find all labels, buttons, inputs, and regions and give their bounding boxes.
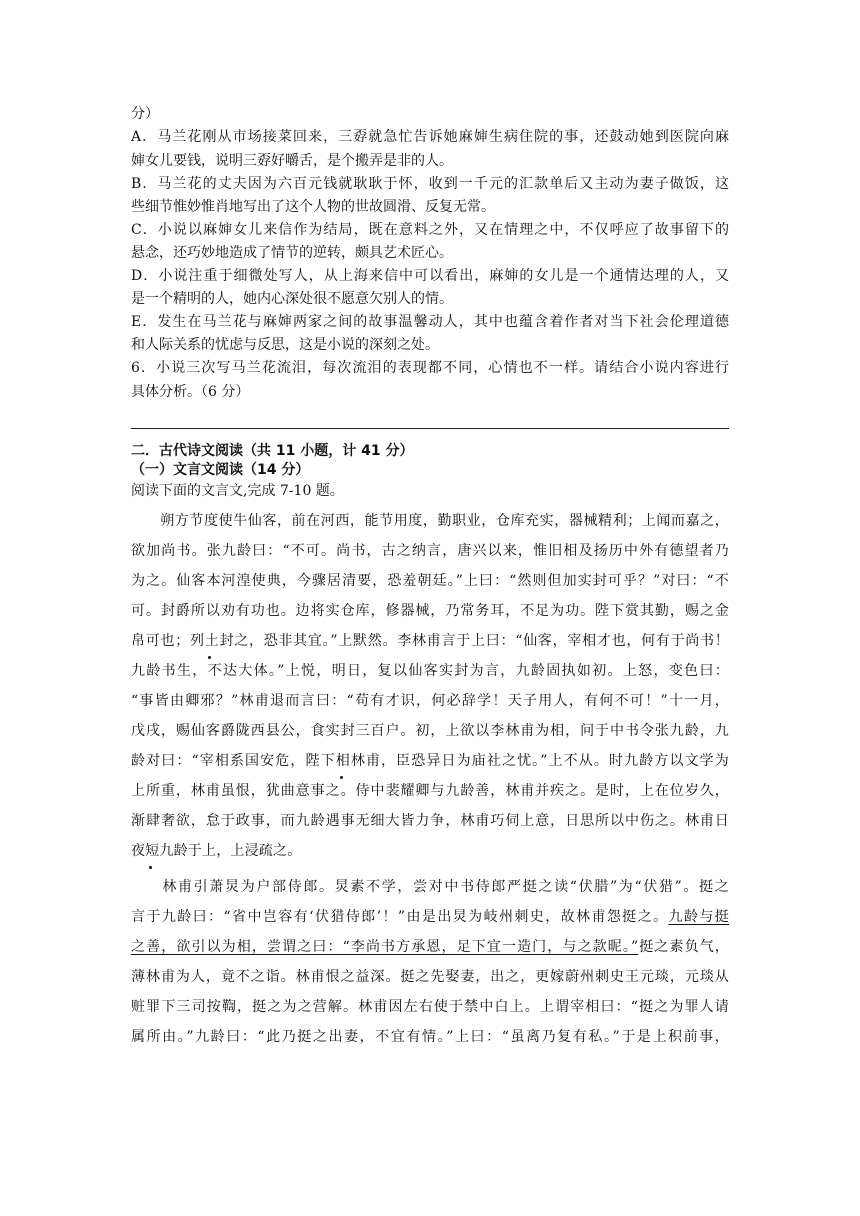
passage-p1-line6: 九龄书生，不达大体。”上悦，明日，复以仙客实封为言，九龄固执如初。上怒，变色曰： [131, 663, 729, 679]
passage-p1-line9: 龄对曰：“宰相系国安危，陛下相林甫，臣恐异日为庙社之忧。”上不从。时九龄方以文学为 [131, 753, 729, 769]
passage-p2-line2-text: 言于九龄曰：“省中岂容有‘伏猎侍郎’！”由是出炅为岐州刺史，故林甫怨挺之。 [131, 909, 669, 925]
passage-p2-line3-rest: 挺之素负气， [638, 939, 729, 955]
passage-p1-line1: 朔方节度使牛仙客，前在河西，能节用度，勤职业，仓库充实，器械精利；上闻而嘉之， [131, 513, 729, 529]
passage-p2-line2-body [131, 907, 729, 927]
q5-option-d-line2: 是一个精明的人，她内心深处很不愿意欠别人的情。 [131, 291, 453, 307]
emphasis-dot [340, 776, 343, 779]
section2-subheading: （一）文言文阅读（14 分） [131, 462, 310, 478]
passage-p1-line5: 帛可也；列土封之，恐非其宜。”上默然。李林甫言于上曰：“仙客，宰相才也，何有于尚书！ [131, 633, 729, 649]
passage-p2-line6: 属所由。”九龄曰：“此乃挺之出妻，不宜有情。”上曰：“虽离乃复有私。”于是上积前事， [131, 1029, 729, 1045]
section-divider [131, 428, 729, 429]
q5-option-a-line2: 婶女儿要钱，说明三孬好嚼舌，是个搬弄是非的人。 [131, 153, 453, 169]
q5-continued: 分） [131, 106, 159, 122]
q5-option-b-line2: 些细节惟妙惟肖地写出了这个人物的世故圆滑、反复无常。 [131, 199, 495, 215]
q6-line2: 具体分析。（6 分） [131, 384, 250, 400]
underlined-translation-end: 之善，欲引以为相，尝谓之曰：“李尚书方承恩，足下宜一造门，与之款昵。” [131, 939, 639, 955]
q5-option-a-line1: A．马兰花刚从市场接菜回来，三孬就急忙告诉她麻婶生病住院的事，还鼓动她到医院向麻 [131, 129, 729, 145]
emphasis-dot [208, 656, 211, 659]
passage-p2-line3-body [131, 937, 729, 957]
passage-p1-line3: 为之。仙客本河湟使典，今骤居清要，恐羞朝廷。”上曰：“然则但加实封可乎？”对曰：“不 [131, 573, 729, 589]
q6-line1: 6．小说三次写马兰花流泪，每次流泪的表现都不同，心情也不一样。请结合小说内容进行 [131, 360, 729, 376]
passage-p2-line1: 林甫引萧炅为户部侍郎。炅素不学，尝对中书侍郎严挺之读“伏腊”为“伏猎”。挺之 [131, 879, 729, 895]
passage-p1-line12: 夜短九龄于上，上浸疏之。 [131, 843, 302, 859]
passage-p1-line7: “事皆由卿邪？”林甫退而言曰：“苟有才识，何必辞学！天子用人，有何不可！”十一月， [131, 693, 729, 709]
passage-p1-line10: 上所重，林甫虽恨，犹曲意事之。侍中裴耀卿与九龄善，林甫并疾之。是时，上在位岁久， [131, 783, 729, 799]
emphasis-dot [149, 866, 152, 869]
q5-option-d-line1: D．小说注重于细微处写人，从上海来信中可以看出，麻婶的女儿是一个通情达理的人，又 [131, 268, 729, 284]
underlined-translation-start: 九龄与挺 [668, 909, 729, 925]
q5-option-b-line1: B．马兰花的丈夫因为六百元钱就耿耿于怀，收到一千元的汇款单后又主动为妻子做饭，这 [131, 176, 729, 192]
passage-p2-line4: 薄林甫为人，竟不之诣。林甫恨之益深。挺之先娶妻，出之，更嫁蔚州刺史王元琰，元琰从 [131, 969, 729, 985]
section2-heading: 二．古代诗文阅读（共 11 小题，计 41 分） [131, 443, 414, 459]
passage-p1-line4: 可。封爵所以劝有功也。边将实仓库，修器械，乃常务耳，不足为功。陛下赏其勤，赐之金 [131, 603, 729, 619]
passage-p1-line2: 欲加尚书。张九龄曰：“不可。尚书，古之纳言，唐兴以来，惟旧相及扬历中外有德望者乃 [131, 543, 729, 559]
q5-option-c-line1: C．小说以麻婶女儿来信作为结局，既在意料之外，又在情理之中，不仅呼应了故事留下的 [131, 222, 729, 238]
passage-p2-line5: 赃罪下三司按鞫，挺之为之营解。林甫因左右使于禁中白上。上谓宰相曰：“挺之为罪人请 [131, 999, 729, 1015]
q5-option-e-line1: E．发生在马兰花与麻婶两家之间的故事温馨动人，其中也蕴含着作者对当下社会伦理道德 [131, 314, 729, 330]
passage-p1-line11: 渐肆奢欲，怠于政事，而九龄遇事无细大皆力争，林甫巧伺上意，日思所以中伤之。林甫日 [131, 813, 729, 829]
q5-option-c-line2: 悬念，还巧妙地造成了情节的逆转，颇具艺术匠心。 [131, 245, 453, 261]
q5-option-e-line2: 和人际关系的忧虑与反思，这是小说的深刻之处。 [131, 337, 439, 353]
section2-instruction: 阅读下面的文言文,完成 7-10 题。 [131, 483, 344, 499]
passage-p1-line8: 戊戌，赐仙客爵陇西县公，食实封三百户。初，上欲以李林甫为相，问于中书令张九龄，九 [131, 723, 729, 739]
